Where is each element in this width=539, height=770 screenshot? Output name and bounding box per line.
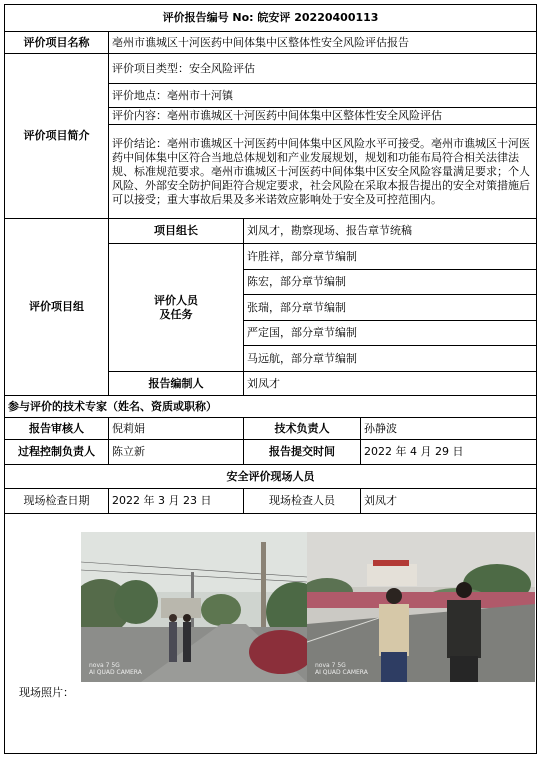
project-name-row [5,32,537,54]
member-5: 马远航，部分章节编制 [244,346,537,372]
member-1: 许胜祥，部分章节编制 [244,244,537,270]
site-photo-2 [307,532,535,682]
member-3: 张瑞，部分章节编制 [244,295,537,321]
leader-value: 刘凤才，勘察现场、报告章节统稿 [244,219,537,244]
site-heading-row [5,465,537,489]
process-control-value: 陈立新 [109,440,244,465]
team-leader-row [5,219,537,244]
watermark-model: nova 7 5G [89,662,120,669]
site-photo-row [5,514,537,754]
evaluation-report-form [4,4,537,754]
site-photo-label: 现场照片： [19,686,74,699]
compiler-label: 报告编制人 [109,372,244,396]
report-number: 评价报告编号 No: 皖安评 20220400113 [5,5,537,32]
experts-heading: 参与评价的技术专家（姓名、资质或职称） [5,396,537,418]
site-photo-2-watermark [315,662,368,676]
submit-time-value: 2022 年 4 月 29 日 [361,440,537,465]
report-number-row [5,5,537,32]
watermark-camera: AI QUAD CAMERA [89,669,142,676]
process-control-label: 过程控制负责人 [5,440,109,465]
site-photo-1 [81,532,307,682]
members-label [109,244,244,372]
members-label-line-1: 评价人员 [154,293,198,307]
project-location: 评价地点：亳州市十河镇 [109,84,537,108]
process-row [5,440,537,465]
site-inspector-value: 刘凤才 [361,489,537,514]
reviewer-value: 倪莉娟 [109,418,244,440]
project-conclusion: 评价结论：亳州市谯城区十河医药中间体集中区风险水平可接受。亳州市谯城区十河医药中间体集中区符合当地总体规划和产业发展规划，规划和功能布局符合相关法律法规、标准规范要求。亳州市谯城区十河医药中间体集中区安全风险容量满足要求；个人风险、外部安全防护间距符合规定要求，社会风险在采取本报告提出的安全对策措施后可以接受；重大事故后果及多米诺效应影响处于安全及可控范围内。 [109,125,537,219]
site-photo-2-image [307,532,535,682]
site-date-value: 2022 年 3 月 23 日 [109,489,244,514]
site-inspector-label: 现场检查人员 [244,489,361,514]
site-date-label: 现场检查日期 [5,489,109,514]
project-summary-label: 评价项目简介 [5,54,109,219]
watermark-model: nova 7 5G [315,662,346,669]
submit-time-label: 报告提交时间 [244,440,361,465]
compiler-value: 刘凤才 [244,372,537,396]
member-4: 严定国，部分章节编制 [244,321,537,346]
site-photo-1-watermark [89,662,142,676]
project-content: 评价内容：亳州市谯城区十河医药中间体集中区整体性安全风险评估 [109,108,537,125]
site-photos-cell [5,514,537,754]
reviewer-row [5,418,537,440]
watermark-camera: AI QUAD CAMERA [315,669,368,676]
leader-label: 项目组长 [109,219,244,244]
tech-lead-value: 孙静波 [361,418,537,440]
experts-heading-row [5,396,537,418]
tech-lead-label: 技术负责人 [244,418,361,440]
site-heading: 安全评价现场人员 [5,465,537,489]
reviewer-label: 报告审核人 [5,418,109,440]
project-type: 评价项目类型：安全风险评估 [109,54,537,84]
summary-type-row [5,54,537,84]
member-2: 陈宏，部分章节编制 [244,270,537,295]
project-name-label: 评价项目名称 [5,32,109,54]
site-date-row [5,489,537,514]
site-photo-1-image [81,532,307,682]
members-label-line-2: 及任务 [159,307,193,321]
project-group-label: 评价项目组 [5,219,109,396]
project-name-value: 亳州市谯城区十河医药中间体集中区整体性安全风险评估报告 [109,32,537,54]
